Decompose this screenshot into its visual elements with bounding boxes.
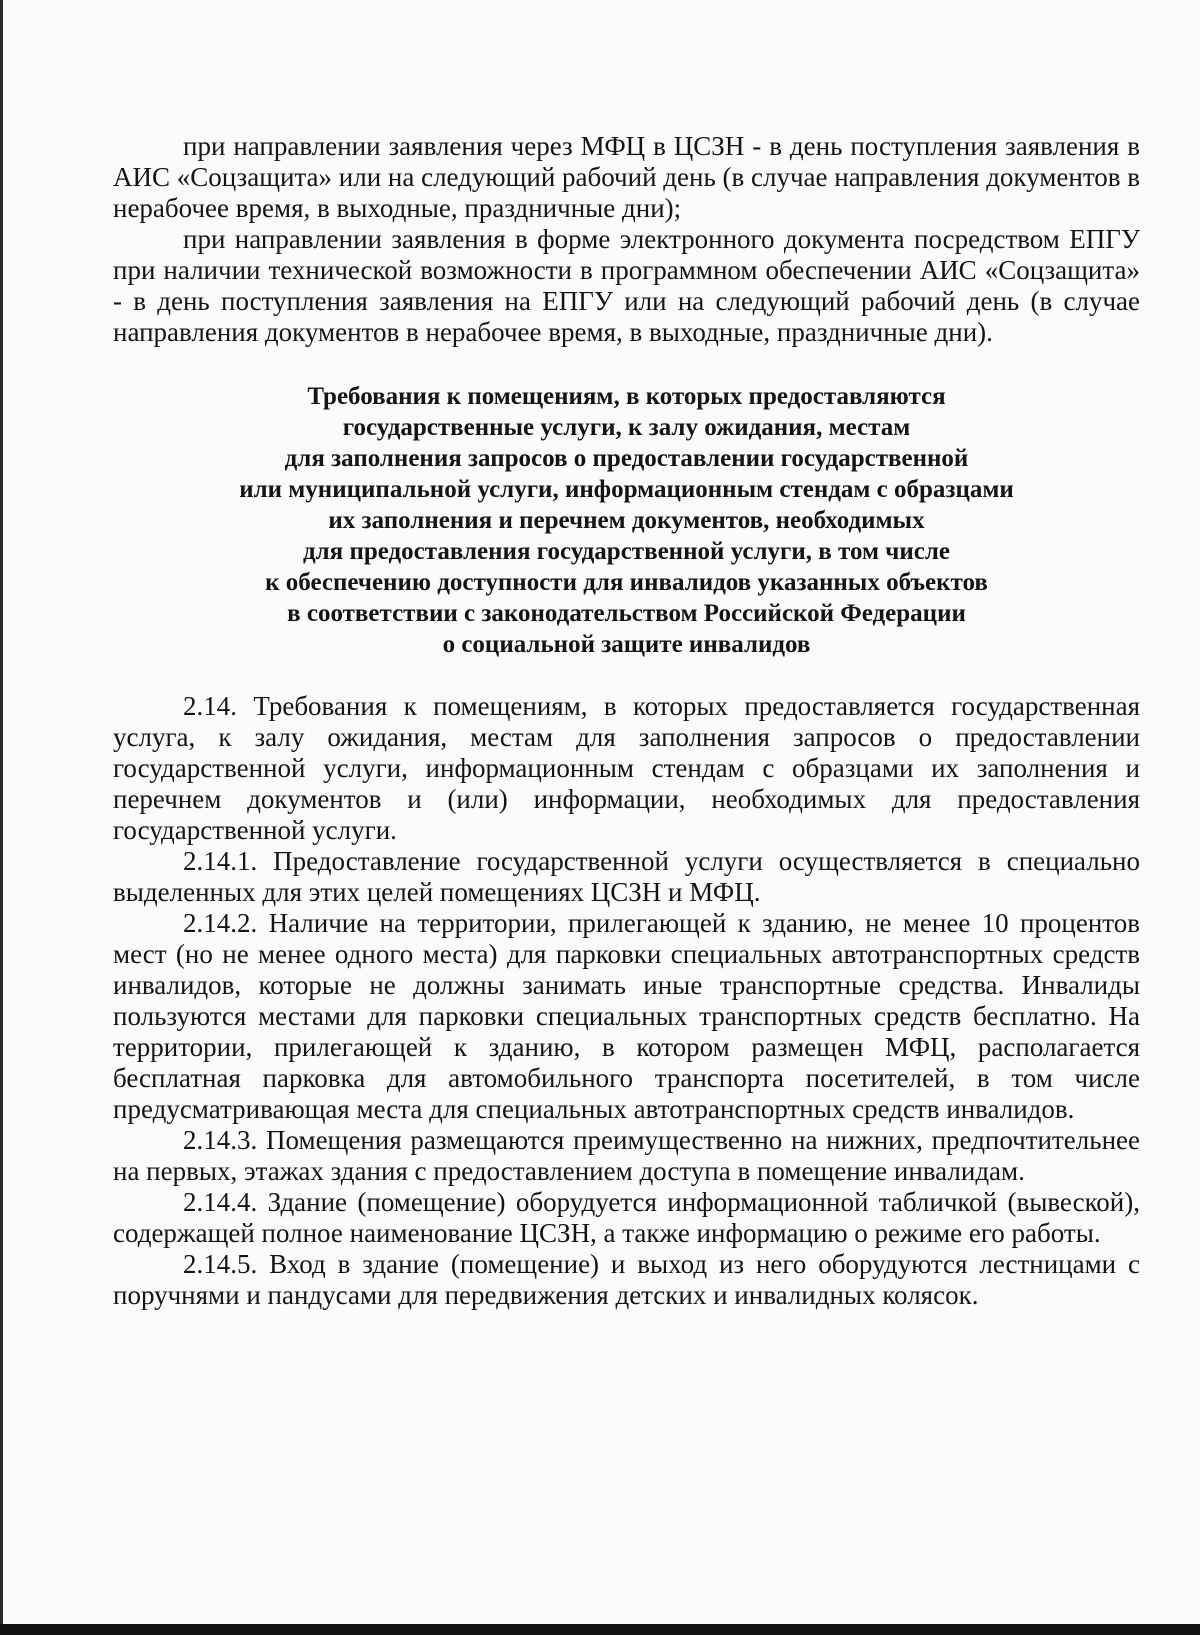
paragraph-2-14-5: 2.14.5. Вход в здание (помещение) и выход из него оборудуются лестницами с поручнями и пандусами для передвижения детских и инвалидных колясок. [113, 1249, 1140, 1310]
document-body [113, 131, 1140, 1311]
paragraph-2-14: 2.14. Требования к помещениям, в которых предоставляется государственная услуга, к залу ожидания, местам для заполнения запросов о предоставлении государственной услуги, информационным стендам с образцами их заполнения и перечнем документов и (или) информации, необходимых для предоставления государственной услуги. [113, 691, 1140, 845]
section-heading-line: для предоставления государственной услуги, в том числе [303, 538, 950, 565]
section-heading-line: в соответствии с законодательством Российской Федерации [287, 600, 966, 627]
section-heading-line: о социальной защите инвалидов [442, 631, 811, 658]
section-heading [113, 381, 1140, 660]
section-heading-line: Требования к помещениям, в которых предоставляются [307, 383, 946, 410]
intro-paragraph-epgu: при направлении заявления в форме электронного документа посредством ЕПГУ при наличии технической возможности в программном обеспечении АИС «Соцзащита» - в день поступления заявления на ЕПГУ или на следующий рабочий день (в случае направления документов в нерабочее время, в выходные, праздничные дни). [113, 224, 1140, 347]
section-heading-line: к обеспечению доступности для инвалидов указанных объектов [265, 569, 988, 596]
paragraph-2-14-3: 2.14.3. Помещения размещаются преимущественно на нижних, предпочтительнее на первых, этажах здания с предоставлением доступа в помещение инвалидам. [113, 1125, 1140, 1186]
paragraph-2-14-1: 2.14.1. Предоставление государственной услуги осуществляется в специально выделенных для этих целей помещениях ЦСЗН и МФЦ. [113, 846, 1140, 907]
section-heading-line: их заполнения и перечнем документов, необходимых [328, 507, 925, 534]
section-heading-line: государственные услуги, к залу ожидания, местам [342, 414, 911, 441]
paragraph-2-14-4: 2.14.4. Здание (помещение) оборудуется информационной табличкой (вывеской), содержащей полное наименование ЦСЗН, а также информацию о режиме его работы. [113, 1187, 1140, 1248]
paragraph-2-14-2: 2.14.2. Наличие на территории, прилегающей к зданию, не менее 10 процентов мест (но не менее одного места) для парковки специальных автотранспортных средств инвалидов, которые не должны занимать иные транспортные средства. Инвалиды пользуются местами для парковки специальных транспортных средств бесплатно. На территории, прилегающей к зданию, в котором размещен МФЦ, располагается бесплатная парковка для автомобильного транспорта посетителей, в том числе предусматривающая места для специальных автотранспортных средств инвалидов. [113, 908, 1140, 1124]
scan-left-edge [0, 0, 3, 1635]
section-heading-line: или муниципальной услуги, информационным стендам с образцами [239, 476, 1014, 503]
scan-bottom-edge [0, 1624, 1200, 1635]
intro-paragraph-mfc: при направлении заявления через МФЦ в ЦСЗН - в день поступления заявления в АИС «Соцзащита» или на следующий рабочий день (в случае направления документов в нерабочее время, в выходные, праздничные дни); [113, 131, 1141, 223]
section-heading-line: для заполнения запросов о предоставлении государственной [284, 445, 969, 472]
